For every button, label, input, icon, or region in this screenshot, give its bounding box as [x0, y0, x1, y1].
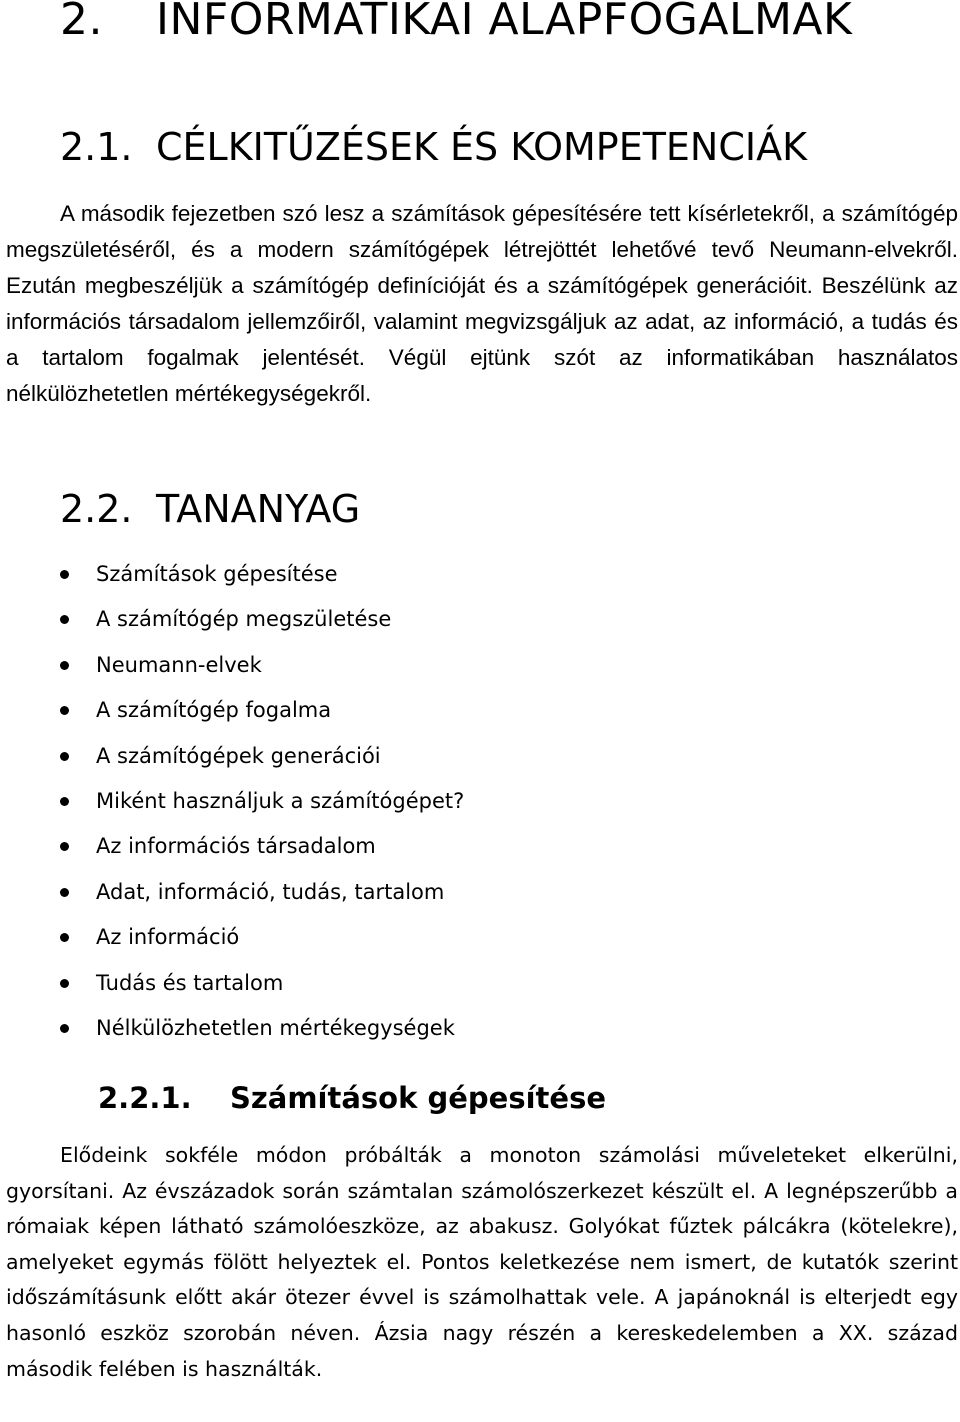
subsection-number: 2.2.1.: [98, 1081, 192, 1115]
list-item: [0, 779, 464, 824]
chapter-title: INFORMATIKAI ALAPFOGALMAK: [156, 0, 853, 45]
list-item-label: Neumann-elvek: [96, 652, 262, 677]
list-item-label: Az információs társadalom: [96, 834, 376, 859]
bullet-icon: [60, 661, 69, 670]
list-item-label: A számítógépek generációi: [96, 743, 381, 768]
list-item-label: A számítógép fogalma: [96, 698, 332, 723]
list-item: [0, 1006, 464, 1051]
topic-list: [0, 552, 464, 1051]
section-number: 2.2.: [60, 487, 133, 531]
section-title: CÉLKITŰZÉSEK ÉS KOMPETENCIÁK: [156, 125, 808, 169]
bullet-icon: [60, 797, 69, 806]
list-item: [0, 734, 464, 779]
section-heading-material: [60, 486, 360, 532]
list-item-label: Az információ: [96, 925, 240, 950]
list-item-label: Tudás és tartalom: [96, 970, 284, 995]
bullet-icon: [60, 615, 69, 624]
intro-paragraph: A második fejezetben szó lesz a számítások gépesítésére tett kísérletekről, a számítógép megszületéséről, és a modern számítógépek létrejöttét lehetővé tevő Neumann-elvekről. Ezután megbeszéljük a számítógép definícióját és a számítógépek generációit. Beszélünk az információs társadalom jellemzőiről, valamint megvizsgáljuk az adat, az információ, a tudás és a tartalom fogalmak jelentését. Végül ejtünk szót az informatikában használatos nélkülözhetetlen mértékegységekről.: [6, 201, 958, 406]
list-item: [0, 870, 464, 915]
list-item: [0, 824, 464, 869]
list-item-label: Nélkülözhetetlen mértékegységek: [96, 1015, 455, 1040]
list-item-label: Miként használjuk a számítógépet?: [96, 788, 465, 813]
bullet-icon: [60, 842, 69, 851]
chapter-number: 2.: [60, 0, 103, 45]
subsection-title: Számítások gépesítése: [230, 1081, 607, 1115]
list-item: [0, 552, 464, 597]
list-item: [0, 961, 464, 1006]
list-item-label: Adat, információ, tudás, tartalom: [96, 879, 445, 904]
list-item: [0, 915, 464, 960]
intro-paragraph-block: [6, 196, 958, 412]
bullet-icon: [60, 706, 69, 715]
bullet-icon: [60, 1024, 69, 1033]
bullet-icon: [60, 888, 69, 897]
section-title: TANANYAG: [156, 487, 361, 531]
section-heading-goals: [60, 124, 807, 170]
body-paragraph-block: [6, 1138, 958, 1387]
list-item: [0, 597, 464, 642]
bullet-icon: [60, 979, 69, 988]
list-item-label: A számítógép megszületése: [96, 607, 392, 632]
subsection-heading: [98, 1078, 606, 1118]
list-item: [0, 688, 464, 733]
section-number: 2.1.: [60, 125, 133, 169]
bullet-icon: [60, 752, 69, 761]
list-item-label: Számítások gépesítése: [96, 562, 338, 586]
chapter-heading: [60, 0, 852, 46]
bullet-icon: [60, 933, 69, 942]
list-item: [0, 643, 464, 688]
bullet-icon: [60, 570, 69, 579]
body-paragraph: Elődeink sokféle módon próbálták a monoton számolási műveleteket elkerülni, gyorsítani. Az évszázadok során számtalan számolószerkezet készült el. A legnépszerűbb a rómaiak képen látható számolóeszköze, az abakusz. Golyókat fűztek pálcákra (kötelekre), amelyeket egymás fölött helyeztek el. Pontos keletkezése nem ismert, de kutatók szerint időszámításunk előtt akár ötezer évvel is számolhattak vele. A japánoknál is elterjedt egy hasonló eszköz szorobán néven. Ázsia nagy részén a kereskedelemben a XX. század második felében is használták.: [6, 1143, 958, 1381]
